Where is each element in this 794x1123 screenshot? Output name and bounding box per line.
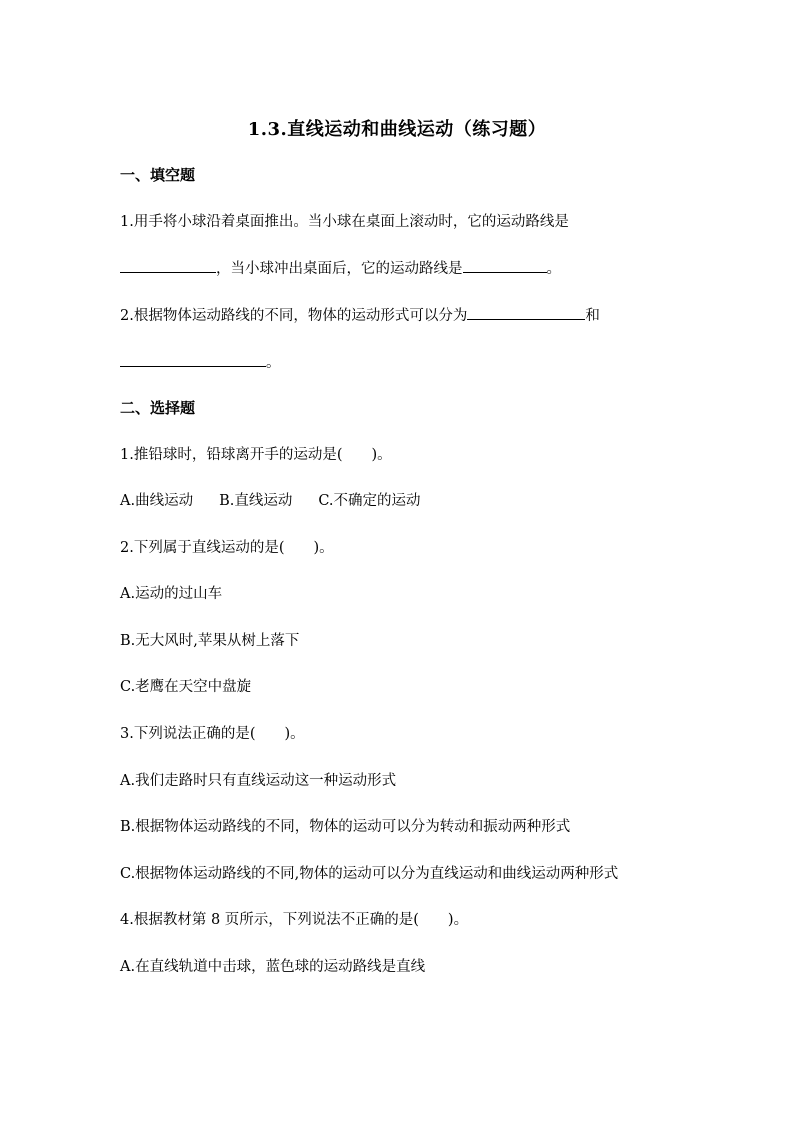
fill-q1-text-1: 1.用手将小球沿着桌面推出。当小球在桌面上滚动时，它的运动路线是 — [120, 214, 569, 230]
answer-blank[interactable] — [120, 258, 216, 273]
choice-q2-option-a: A.运动的过山车 — [120, 586, 223, 602]
answer-blank[interactable] — [463, 258, 547, 273]
fill-q2-line2 — [120, 352, 281, 373]
fill-q2-text-1: 2.根据物体运动路线的不同，物体的运动形式可以分为 — [120, 308, 468, 324]
fill-q2-text-2: 和 — [585, 308, 600, 324]
fill-q1-text-3: 。 — [546, 261, 561, 277]
choice-q1-option-c: C.不确定的运动 — [318, 493, 421, 509]
choice-q3-option-a: A.我们走路时只有直线运动这一种运动形式 — [120, 773, 397, 789]
fill-q2-text-3: 。 — [266, 355, 281, 371]
choice-q1-option-b: B.直线运动 — [219, 493, 293, 509]
fill-q1-line1 — [120, 212, 569, 232]
section-heading-fill: 一、填空题 — [120, 166, 196, 184]
choice-q1-stem: 1.推铅球时，铅球离开手的运动是( )。 — [120, 447, 392, 463]
choice-q3-option-b: B.根据物体运动路线的不同，物体的运动可以分为转动和振动两种形式 — [120, 819, 571, 835]
answer-blank[interactable] — [467, 305, 585, 320]
fill-q2-line1 — [120, 305, 600, 326]
page-title: 1.3.直线运动和曲线运动（练习题） — [247, 119, 547, 140]
choice-q4-stem: 4.根据教材第 8 页所示，下列说法不正确的是( )。 — [120, 912, 469, 928]
choice-q2-option-c: C.老鹰在天空中盘旋 — [120, 679, 252, 695]
choice-q3-option-c: C.根据物体运动路线的不同,物体的运动可以分为直线运动和曲线运动两种形式 — [120, 866, 619, 882]
choice-q2-option-b: B.无大风时,苹果从树上落下 — [120, 633, 300, 649]
choice-q4-option-a: A.在直线轨道中击球，蓝色球的运动路线是直线 — [120, 959, 426, 975]
choice-q1-options — [120, 491, 421, 511]
choice-q2-stem: 2.下列属于直线运动的是( )。 — [120, 540, 334, 556]
fill-q1-line2 — [120, 258, 561, 279]
section-heading-choice: 二、选择题 — [120, 399, 196, 417]
choice-q3-stem: 3.下列说法正确的是( )。 — [120, 726, 305, 742]
fill-q1-text-2: ，当小球冲出桌面后，它的运动路线是 — [216, 261, 463, 277]
choice-q1-option-a: A.曲线运动 — [120, 493, 194, 509]
answer-blank[interactable] — [120, 352, 266, 367]
